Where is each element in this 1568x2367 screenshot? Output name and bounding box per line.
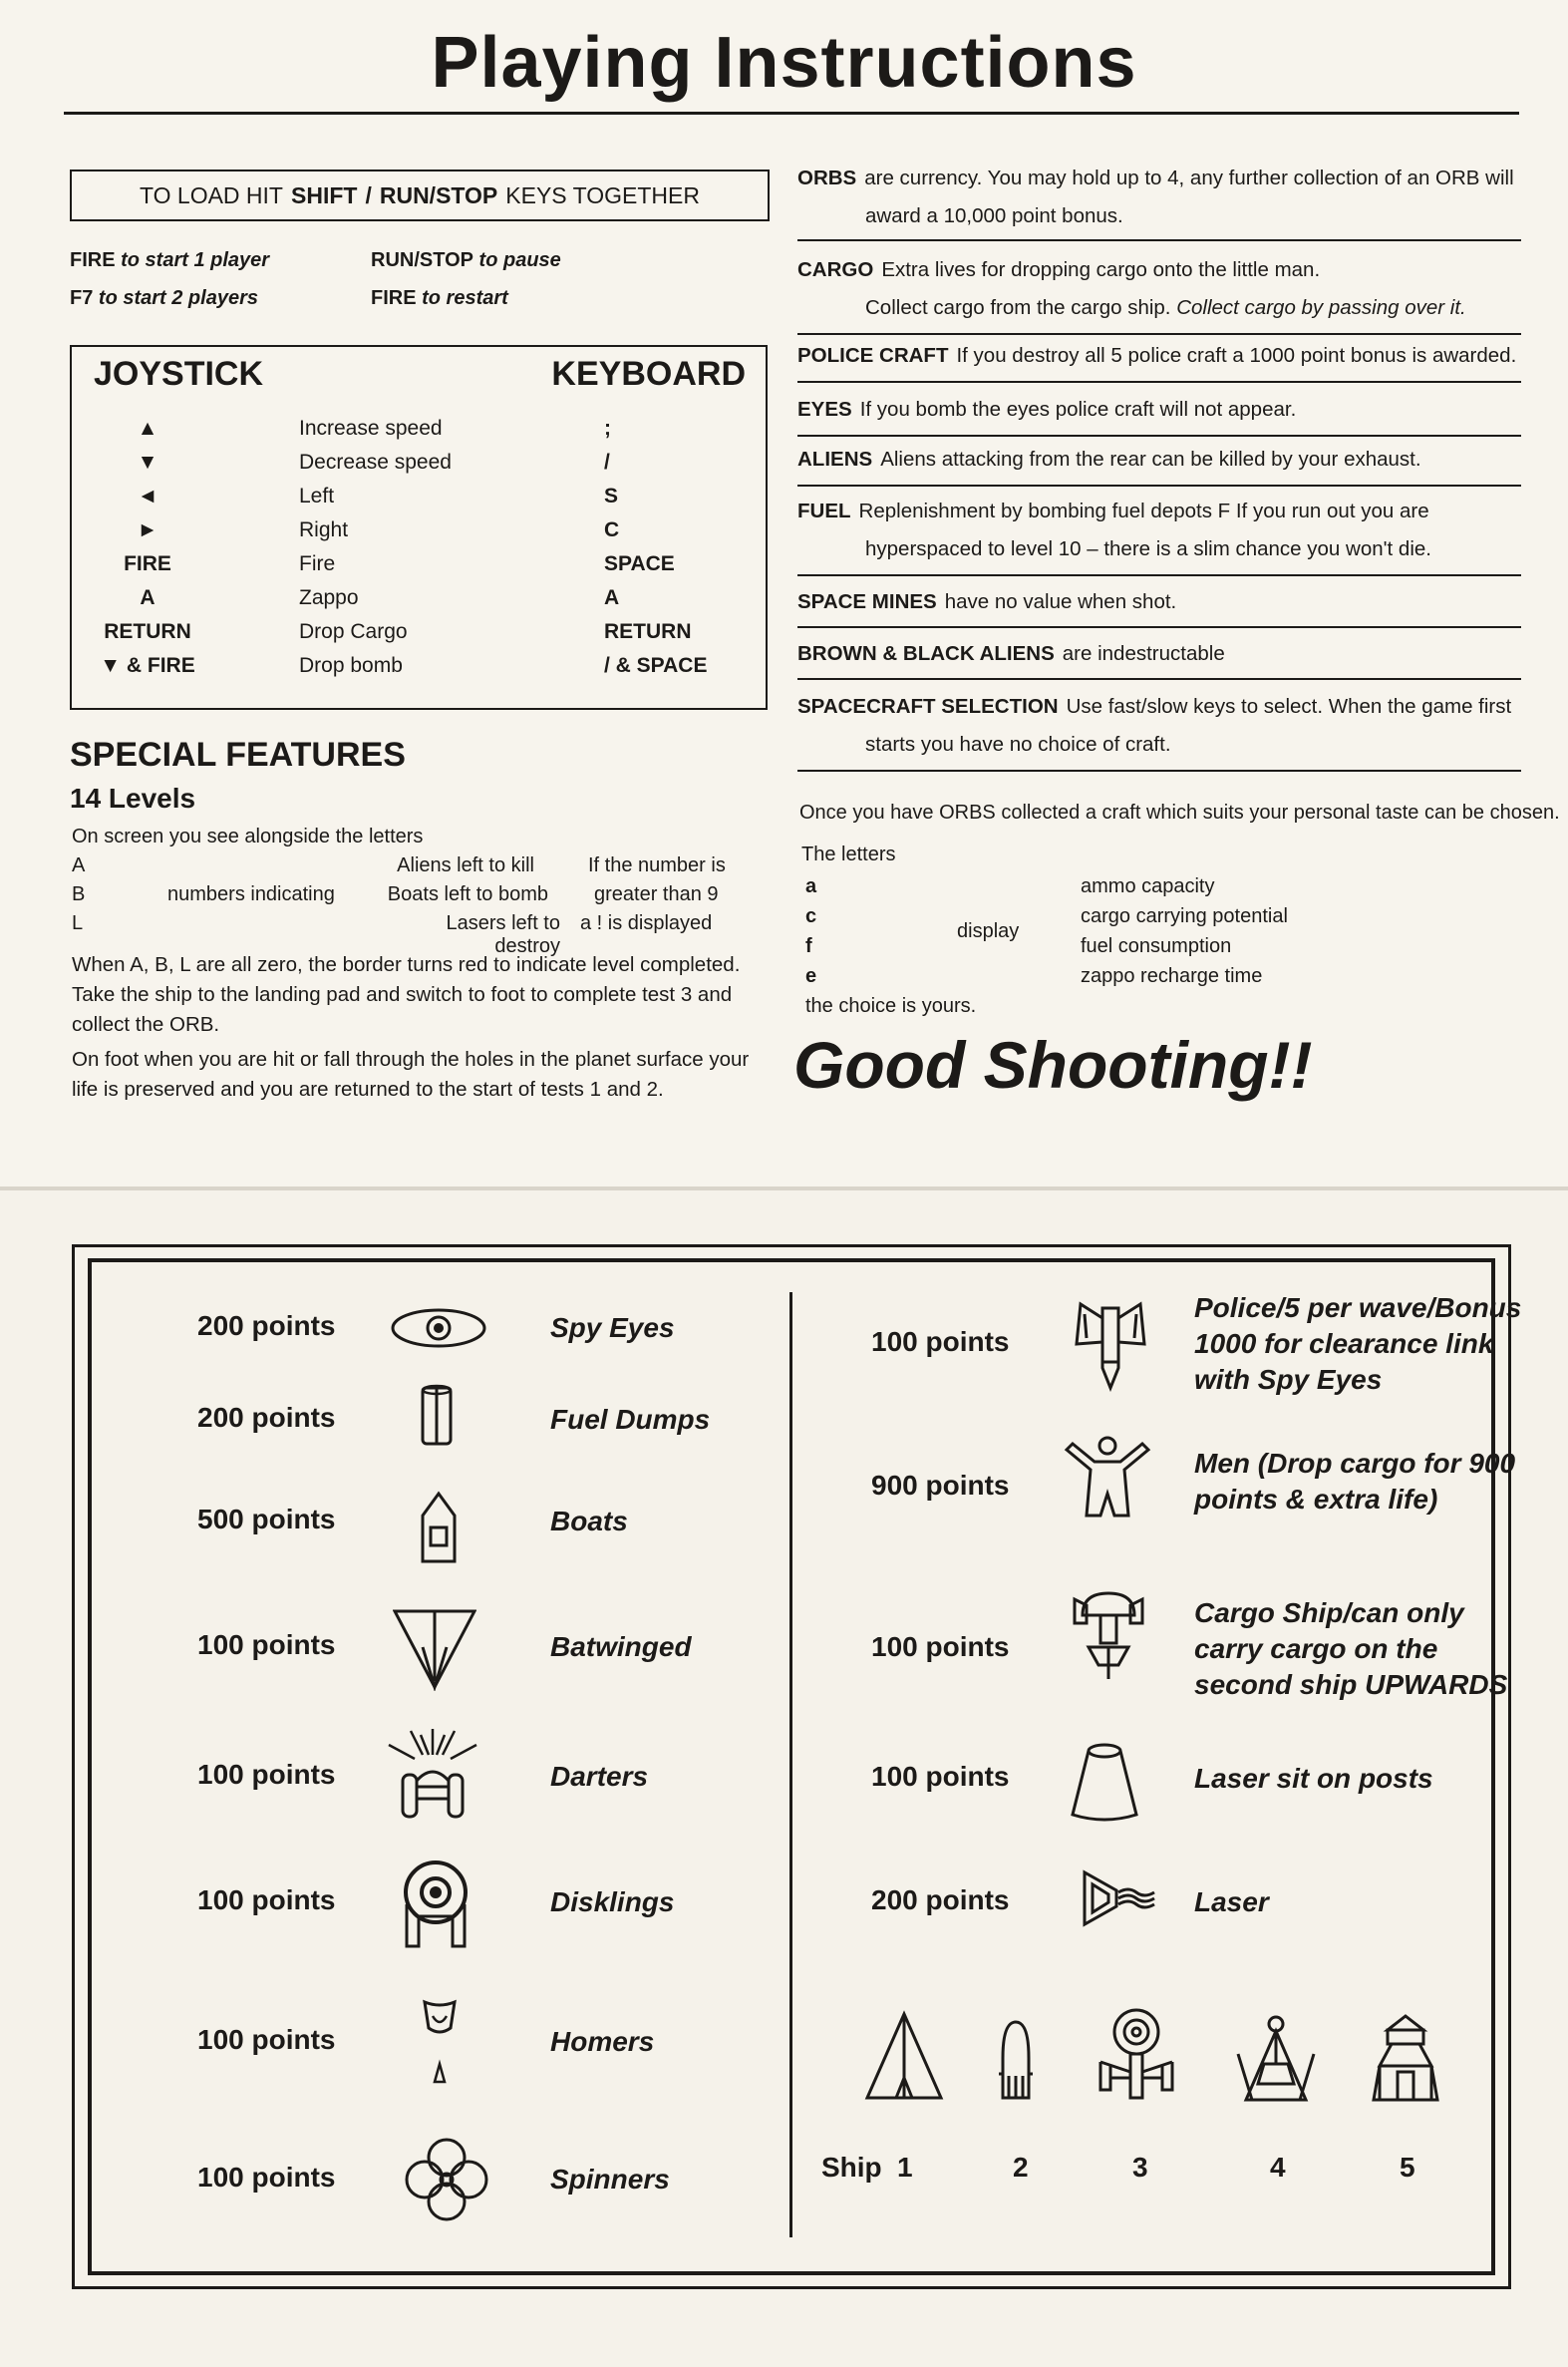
- divider: [797, 626, 1521, 628]
- restart-line: [371, 287, 508, 310]
- letter-a-stat: a: [805, 875, 817, 897]
- desc-line: second ship UPWARDS: [1194, 1669, 1508, 1700]
- divider: [797, 239, 1521, 241]
- lasers-left: Lasers left to destroy: [446, 912, 560, 957]
- eye-icon: [389, 1302, 488, 1359]
- enemy-name: Spinners: [550, 2164, 670, 2195]
- ship-5-icon: [1366, 2012, 1445, 2109]
- joystick-a: A: [140, 586, 156, 609]
- divider: [797, 435, 1521, 437]
- ship-1-icon: [863, 2010, 945, 2109]
- aliens-section: [797, 441, 1521, 479]
- load-pre: TO LOAD HIT: [140, 181, 283, 208]
- load-post: KEYS TOGETHER: [505, 181, 700, 208]
- control-desc: Increase speed: [299, 417, 443, 440]
- special-intro: On screen you see alongside the letters: [72, 826, 424, 847]
- aliens-text: Aliens attacking from the rear can be killed by your exhaust.: [880, 448, 1421, 471]
- man-icon: [1063, 1436, 1152, 1524]
- divider: [797, 485, 1521, 487]
- control-row: [72, 417, 766, 451]
- divider: [797, 574, 1521, 576]
- control-key: / & SPACE: [604, 654, 708, 677]
- fuel-key: FUEL: [797, 500, 851, 522]
- desc-line: Laser sit on posts: [1194, 1763, 1433, 1794]
- para2-line: On foot when you are hit or fall through the holes in the planet surface your: [72, 1048, 750, 1071]
- start-fire-key: FIRE: [70, 249, 116, 271]
- control-row: [72, 451, 766, 485]
- if-number: If the number is: [588, 854, 726, 876]
- eyes-key: EYES: [797, 398, 852, 421]
- letter-b: B: [72, 883, 86, 905]
- enemy-name: Batwinged: [550, 1631, 692, 1662]
- ship-number: 3: [1132, 2152, 1148, 2183]
- points-value: 100 points: [871, 1326, 1010, 1357]
- points-value: 100 points: [871, 1631, 1010, 1662]
- control-row: [72, 654, 766, 688]
- ship-2-icon: [995, 2018, 1037, 2109]
- eyes-text: If you bomb the eyes police craft will not appear.: [859, 398, 1297, 421]
- fuel-consumption: fuel consumption: [1081, 935, 1232, 957]
- ship-label: Ship: [821, 2152, 882, 2183]
- control-desc: Fire: [299, 552, 336, 575]
- boats-left: Boats left to bomb: [387, 883, 548, 905]
- display-label: display: [957, 920, 1020, 942]
- police-description: [1194, 1290, 1521, 1398]
- desc-line: Police/5 per wave/Bonus: [1194, 1292, 1522, 1323]
- brown-aliens-key: BROWN & BLACK ALIENS: [797, 642, 1055, 665]
- start-f7-line: [70, 287, 258, 310]
- cargo-key: CARGO: [797, 258, 874, 281]
- joystick-up-icon: ▲: [137, 417, 158, 440]
- load-runstop-key: RUN/STOP: [379, 181, 498, 208]
- fuel-text: Replenishment by bombing fuel depots F If you run out you are: [858, 500, 1429, 522]
- control-desc: Right: [299, 518, 349, 541]
- para1-line: When A, B, L are all zero, the border turns red to indicate level completed.: [72, 953, 741, 976]
- divider: [797, 770, 1521, 772]
- special-features-heading: SPECIAL FEATURES: [70, 736, 406, 774]
- desc-line: carry cargo on the: [1194, 1633, 1438, 1664]
- aliens-key: ALIENS: [797, 448, 873, 471]
- points-value: 900 points: [871, 1470, 1010, 1501]
- diskling-icon: [401, 1860, 470, 1955]
- aliens-left: Aliens left to kill: [397, 854, 534, 876]
- points-value: 200 points: [197, 1402, 336, 1433]
- desc-line: with Spy Eyes: [1194, 1364, 1383, 1395]
- control-desc: Left: [299, 485, 335, 507]
- control-desc: Decrease speed: [299, 451, 452, 474]
- zappo-recharge: zappo recharge time: [1081, 965, 1263, 987]
- points-value: 100 points: [197, 2162, 336, 2193]
- letter-e-stat: e: [805, 965, 817, 987]
- cargo-ship-description: [1194, 1595, 1507, 1703]
- men-description: [1194, 1446, 1515, 1518]
- points-value: 200 points: [197, 1310, 336, 1341]
- levels-heading: 14 Levels: [70, 783, 196, 814]
- cargo-ship-icon: [1069, 1585, 1148, 1686]
- para2-line: life is preserved and you are returned to the start of tests 1 and 2.: [72, 1078, 664, 1101]
- brown-aliens-section: [797, 635, 1521, 673]
- cargo-text: Extra lives for dropping cargo onto the little man.: [881, 258, 1321, 281]
- desc-line: points & extra life): [1194, 1484, 1438, 1515]
- control-key: SPACE: [604, 552, 675, 575]
- orbs-section: [797, 160, 1521, 235]
- para1-line: Take the ship to the landing pad and switch to foot to complete test 3 and: [72, 983, 733, 1006]
- control-row: [72, 586, 766, 620]
- page-title: Playing Instructions: [431, 23, 1137, 103]
- keyboard-heading: KEYBOARD: [551, 355, 746, 393]
- on-foot-paragraph: [72, 1045, 760, 1105]
- letter-a: A: [72, 854, 86, 876]
- brown-aliens-text: are indestructable: [1062, 642, 1225, 665]
- control-row: [72, 485, 766, 518]
- is-displayed: a ! is displayed: [580, 912, 713, 934]
- cargo-text-2: Collect cargo from the cargo ship.: [865, 296, 1171, 319]
- start-f7-key: F7: [70, 287, 94, 309]
- fuel-section: [797, 493, 1521, 568]
- points-value: 100 points: [197, 1759, 336, 1790]
- orbs-text-2: award a 10,000 point bonus.: [865, 204, 1123, 227]
- control-row: [72, 552, 766, 586]
- points-value: 200 points: [871, 1884, 1010, 1915]
- cargo-section: [797, 251, 1521, 327]
- selection-text-2: starts you have no choice of craft.: [865, 733, 1171, 756]
- ship-number: 5: [1400, 2152, 1415, 2183]
- letter-l: L: [72, 912, 84, 934]
- enemy-name: Homers: [550, 2026, 655, 2057]
- joystick-heading: JOYSTICK: [94, 355, 264, 393]
- enemy-name: Boats: [550, 1506, 628, 1536]
- fuel-text-2: hyperspaced to level 10 – there is a slim chance you won't die.: [865, 537, 1431, 560]
- cargo-text-3: Collect cargo by passing over it.: [1176, 296, 1466, 319]
- darter-icon: [383, 1725, 482, 1826]
- mines-text: have no value when shot.: [944, 590, 1177, 613]
- selection-section: [797, 688, 1521, 764]
- letter-c-stat: c: [805, 905, 817, 927]
- ship-3-icon: [1097, 2006, 1176, 2109]
- batwing-icon: [393, 1607, 476, 1696]
- police-ship-icon: [1073, 1298, 1148, 1397]
- title-divider: [64, 112, 1519, 115]
- joystick-right-icon: ►: [137, 518, 158, 541]
- joystick-down-fire: ▼ & FIRE: [100, 654, 195, 677]
- mines-section: [797, 583, 1521, 621]
- spinner-icon: [403, 2136, 490, 2228]
- para1-line: collect the ORB.: [72, 1013, 220, 1036]
- start-fire-text: to start 1 player: [121, 249, 270, 271]
- points-value: 100 points: [197, 1629, 336, 1660]
- letters-intro: The letters: [801, 844, 896, 865]
- level-complete-paragraph: [72, 950, 760, 1040]
- control-key: A: [604, 586, 620, 609]
- control-desc: Zappo: [299, 586, 359, 609]
- points-value: 100 points: [197, 2024, 336, 2055]
- pause-text: to pause: [478, 249, 561, 271]
- pause-line: [371, 249, 561, 272]
- joystick-return: RETURN: [104, 620, 191, 643]
- enemy-name: Darters: [550, 1761, 649, 1792]
- good-shooting: Good Shooting!!: [793, 1028, 1313, 1102]
- ammo-capacity: ammo capacity: [1081, 875, 1215, 897]
- enemy-name: Disklings: [550, 1886, 675, 1917]
- control-desc: Drop Cargo: [299, 620, 408, 643]
- greater-than: greater than 9: [594, 883, 719, 905]
- load-slash: /: [365, 181, 372, 208]
- load-instructions-box: [70, 169, 770, 221]
- mines-key: SPACE MINES: [797, 590, 937, 613]
- divider: [797, 333, 1521, 335]
- joystick-left-icon: ◄: [137, 485, 158, 507]
- boat-icon: [417, 1490, 461, 1570]
- controls-box: [70, 345, 768, 710]
- police-text: If you destroy all 5 police craft a 1000 point bonus is awarded.: [956, 344, 1517, 367]
- desc-line: Laser: [1194, 1886, 1269, 1917]
- cargo-capacity: cargo carrying potential: [1081, 905, 1288, 927]
- restart-text: to restart: [422, 287, 508, 309]
- ship-number: 1: [897, 2152, 913, 2183]
- fuel-dump-icon: [417, 1382, 457, 1455]
- joystick-down-icon: ▼: [137, 451, 158, 474]
- police-key: POLICE CRAFT: [797, 344, 949, 367]
- points-value: 100 points: [197, 1884, 336, 1915]
- desc-line: Cargo Ship/can only: [1194, 1597, 1464, 1628]
- choice-yours: the choice is yours.: [805, 995, 977, 1017]
- control-desc: Drop bomb: [299, 654, 403, 677]
- restart-key: FIRE: [371, 287, 417, 309]
- selection-key: SPACECRAFT SELECTION: [797, 695, 1059, 718]
- control-key: RETURN: [604, 620, 692, 643]
- points-value: 500 points: [197, 1504, 336, 1534]
- orbs-key: ORBS: [797, 167, 857, 189]
- desc-line: Men (Drop cargo for 900: [1194, 1448, 1516, 1479]
- laser-description: [1194, 1884, 1269, 1920]
- spacer: [787, 160, 789, 179]
- police-section: [797, 337, 1521, 375]
- start-f7-text: to start 2 players: [98, 287, 258, 309]
- laser-post-description: [1194, 1761, 1433, 1797]
- points-divider: [789, 1292, 792, 2237]
- enemy-name: Spy Eyes: [550, 1312, 675, 1343]
- control-row: [72, 518, 766, 552]
- letter-f-stat: f: [805, 935, 812, 957]
- laser-icon: [1081, 1868, 1156, 1933]
- laser-post-icon: [1069, 1739, 1140, 1828]
- start-fire-line: [70, 249, 269, 272]
- enemy-name: Fuel Dumps: [550, 1404, 711, 1435]
- homer-icon: [415, 1998, 465, 2093]
- divider: [797, 381, 1521, 383]
- ship-number: 2: [1013, 2152, 1029, 2183]
- desc-line: 1000 for clearance link: [1194, 1328, 1494, 1359]
- control-row: [72, 620, 766, 654]
- points-value: 100 points: [871, 1761, 1010, 1792]
- pause-key: RUN/STOP: [371, 249, 473, 271]
- eyes-section: [797, 391, 1521, 429]
- control-key: S: [604, 485, 619, 507]
- divider: [797, 678, 1521, 680]
- load-shift-key: SHIFT: [291, 181, 358, 208]
- control-key: ;: [604, 417, 611, 440]
- joystick-fire: FIRE: [124, 552, 171, 575]
- orbs-craft-note: Once you have ORBS collected a craft which suits your personal taste can be chosen.: [799, 802, 1560, 824]
- control-key: /: [604, 451, 610, 474]
- selection-text: Use fast/slow keys to select. When the game first: [1066, 695, 1512, 718]
- ship-number: 4: [1270, 2152, 1286, 2183]
- ship-4-icon: [1234, 2014, 1318, 2109]
- orbs-text: are currency. You may hold up to 4, any further collection of an ORB will: [864, 167, 1514, 189]
- numbers-indicating: numbers indicating: [167, 883, 335, 905]
- control-key: C: [604, 518, 620, 541]
